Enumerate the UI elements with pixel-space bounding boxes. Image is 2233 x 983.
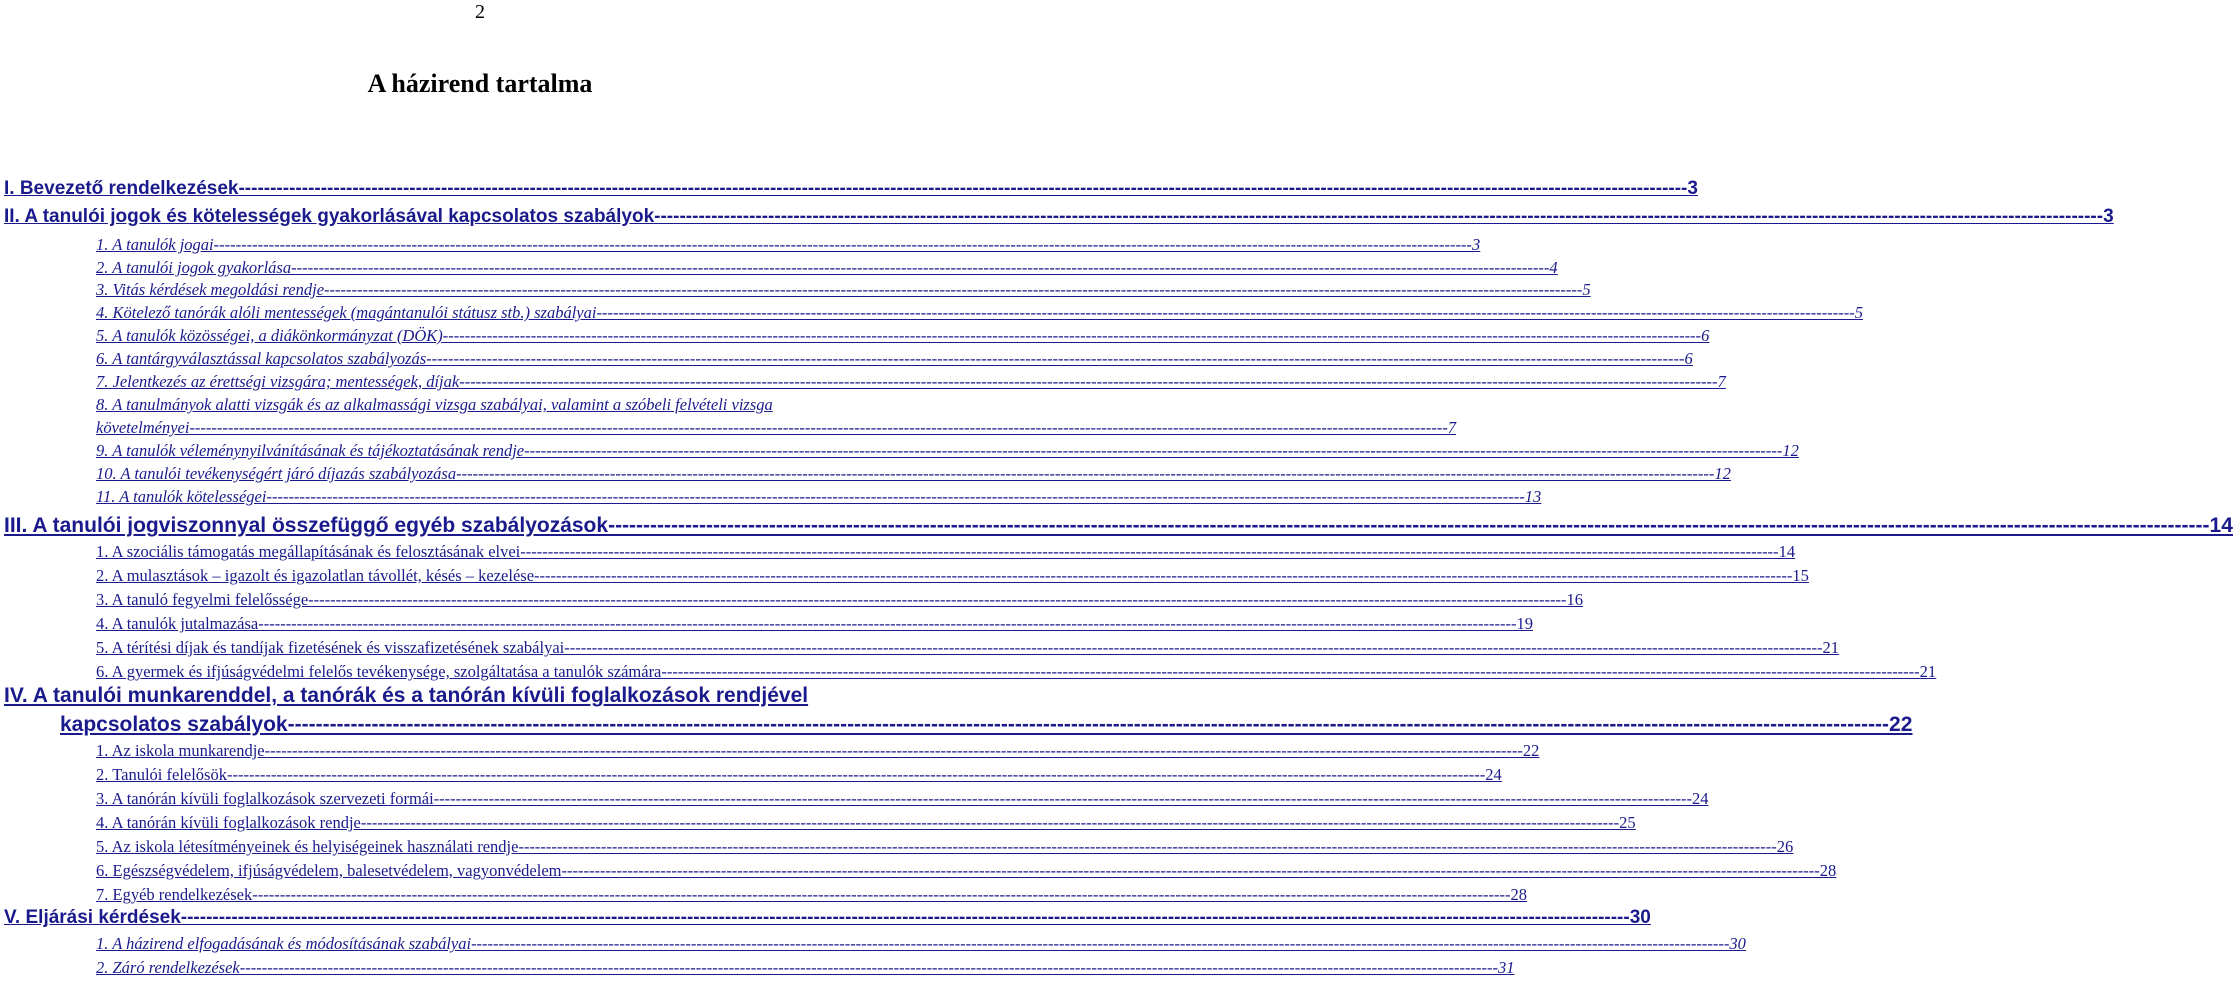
toc-entry-section-3[interactable]: III. A tanulói jogviszonnyal összefüggő egyéb szabályozások ------------------------------------------------------------------------------------------------------------------------------------------------------------------------------------------------------------------------------------- 14 xyxy=(4,514,2233,537)
toc-entry-4-6[interactable]: 6. Egészségvédelem, ifjúságvédelem, balesetvédelem, vagyonvédelem ------------------------------------------------------------------------------------------------------------------------------------------------------------------------------------------------------------------------------------- 28 xyxy=(96,861,1837,880)
toc-entry-section-4-line1[interactable]: IV. A tanulói munkarenddel, a tanórák és a tanórán kívüli foglalkozások rendjével xyxy=(4,684,809,707)
toc-entry-section-1[interactable]: I. Bevezető rendelkezések ------------------------------------------------------------------------------------------------------------------------------------------------------------------------------------------------------------------------------------- 3 xyxy=(4,178,1698,199)
toc-entry-4-7[interactable]: 7. Egyéb rendelkezések ------------------------------------------------------------------------------------------------------------------------------------------------------------------------------------------------------------------------------------- 28 xyxy=(96,885,1527,904)
toc-entry-5-2[interactable]: 2. Záró rendelkezések ------------------------------------------------------------------------------------------------------------------------------------------------------------------------------------------------------------------------------------- 31 xyxy=(96,958,1515,977)
toc-entry-2-10[interactable]: 10. A tanulói tevékenységért járó díjazás szabályozása ------------------------------------------------------------------------------------------------------------------------------------------------------------------------------------------------------------------------------------- 12 xyxy=(96,464,1731,483)
toc-entry-3-2[interactable]: 2. A mulasztások – igazolt és igazolatlan távollét, késés – kezelése ------------------------------------------------------------------------------------------------------------------------------------------------------------------------------------------------------------------------------------- 15 xyxy=(96,566,1809,585)
toc-entry-3-3[interactable]: 3. A tanuló fegyelmi felelőssége ------------------------------------------------------------------------------------------------------------------------------------------------------------------------------------------------------------------------------------- 16 xyxy=(96,590,1583,609)
toc-entry-2-8[interactable]: követelményei ------------------------------------------------------------------------------------------------------------------------------------------------------------------------------------------------------------------------------------- 7 xyxy=(96,418,1456,437)
toc-entry-4-4[interactable]: 4. A tanórán kívüli foglalkozások rendje ------------------------------------------------------------------------------------------------------------------------------------------------------------------------------------------------------------------------------------- 25 xyxy=(96,813,1636,832)
toc-entry-2-7[interactable]: 7. Jelentkezés az érettségi vizsgára; mentességek, díjak ------------------------------------------------------------------------------------------------------------------------------------------------------------------------------------------------------------------------------------- 7 xyxy=(96,372,1726,391)
toc-entry-2-3[interactable]: 3. Vitás kérdések megoldási rendje ------------------------------------------------------------------------------------------------------------------------------------------------------------------------------------------------------------------------------------- 5 xyxy=(96,280,1591,299)
toc-entry-section-5[interactable]: V. Eljárási kérdések ------------------------------------------------------------------------------------------------------------------------------------------------------------------------------------------------------------------------------------- 30 xyxy=(4,907,1651,928)
toc-entry-section-4[interactable]: kapcsolatos szabályok ------------------------------------------------------------------------------------------------------------------------------------------------------------------------------------------------------------------------------------- 22 xyxy=(60,713,1913,736)
toc-entry-4-3[interactable]: 3. A tanórán kívüli foglalkozások szervezeti formái ------------------------------------------------------------------------------------------------------------------------------------------------------------------------------------------------------------------------------------- 24 xyxy=(96,789,1709,808)
toc-entry-section-2[interactable]: II. A tanulói jogok és kötelességek gyakorlásával kapcsolatos szabályok ------------------------------------------------------------------------------------------------------------------------------------------------------------------------------------------------------------------------------------- 3 xyxy=(4,206,2114,227)
toc-entry-2-2[interactable]: 2. A tanulói jogok gyakorlása ------------------------------------------------------------------------------------------------------------------------------------------------------------------------------------------------------------------------------------- 4 xyxy=(96,258,1558,277)
document-title: A házirend tartalma xyxy=(367,69,593,98)
toc-entry-4-1[interactable]: 1. Az iskola munkarendje ------------------------------------------------------------------------------------------------------------------------------------------------------------------------------------------------------------------------------------- 22 xyxy=(96,741,1540,760)
toc-entry-2-5[interactable]: 5. A tanulók közösségei, a diákönkormányzat (DÖK) ------------------------------------------------------------------------------------------------------------------------------------------------------------------------------------------------------------------------------------- 6 xyxy=(96,326,1710,345)
toc-entry-5-1[interactable]: 1. A házirend elfogadásának és módosításának szabályai ------------------------------------------------------------------------------------------------------------------------------------------------------------------------------------------------------------------------------------- 30 xyxy=(96,934,1746,953)
toc-entry-4-5[interactable]: 5. Az iskola létesítményeinek és helyiségeinek használati rendje ------------------------------------------------------------------------------------------------------------------------------------------------------------------------------------------------------------------------------------- 26 xyxy=(96,837,1794,856)
toc-entry-2-9[interactable]: 9. A tanulók véleménynyilvánításának és tájékoztatásának rendje ------------------------------------------------------------------------------------------------------------------------------------------------------------------------------------------------------------------------------------- 12 xyxy=(96,441,1799,460)
toc-entry-3-4[interactable]: 4. A tanulók jutalmazása ------------------------------------------------------------------------------------------------------------------------------------------------------------------------------------------------------------------------------------- 19 xyxy=(96,614,1533,633)
toc-entry-2-11[interactable]: 11. A tanulók kötelességei ------------------------------------------------------------------------------------------------------------------------------------------------------------------------------------------------------------------------------------- 13 xyxy=(96,487,1542,506)
page-number: 2 xyxy=(475,1,485,23)
toc-entry-2-6[interactable]: 6. A tantárgyválasztással kapcsolatos szabályozás ------------------------------------------------------------------------------------------------------------------------------------------------------------------------------------------------------------------------------------- 6 xyxy=(96,349,1693,368)
toc-entry-2-4[interactable]: 4. Kötelező tanórák alóli mentességek (magántanulói státusz stb.) szabályai ------------------------------------------------------------------------------------------------------------------------------------------------------------------------------------------------------------------------------------- 5 xyxy=(96,303,1863,322)
toc-entry-2-1[interactable]: 1. A tanulók jogai ------------------------------------------------------------------------------------------------------------------------------------------------------------------------------------------------------------------------------------- 3 xyxy=(96,235,1481,254)
toc-entry-2-8-line1[interactable]: 8. A tanulmányok alatti vizsgák és az alkalmassági vizsga szabályai, valamint a szóbeli felvételi vizsga xyxy=(96,395,773,414)
toc-entry-4-2[interactable]: 2. Tanulói felelősök ------------------------------------------------------------------------------------------------------------------------------------------------------------------------------------------------------------------------------------- 24 xyxy=(96,765,1502,784)
toc-entry-3-5[interactable]: 5. A térítési díjak és tandíjak fizetésének és visszafizetésének szabályai ------------------------------------------------------------------------------------------------------------------------------------------------------------------------------------------------------------------------------------- 21 xyxy=(96,638,1840,657)
toc-entry-3-6[interactable]: 6. A gyermek és ifjúságvédelmi felelős tevékenysége, szolgáltatása a tanulók számára ------------------------------------------------------------------------------------------------------------------------------------------------------------------------------------------------------------------------------------- 21 xyxy=(96,662,1937,681)
toc-entry-3-1[interactable]: 1. A szociális támogatás megállapításának és felosztásának elvei ------------------------------------------------------------------------------------------------------------------------------------------------------------------------------------------------------------------------------------- 14 xyxy=(96,542,1796,561)
